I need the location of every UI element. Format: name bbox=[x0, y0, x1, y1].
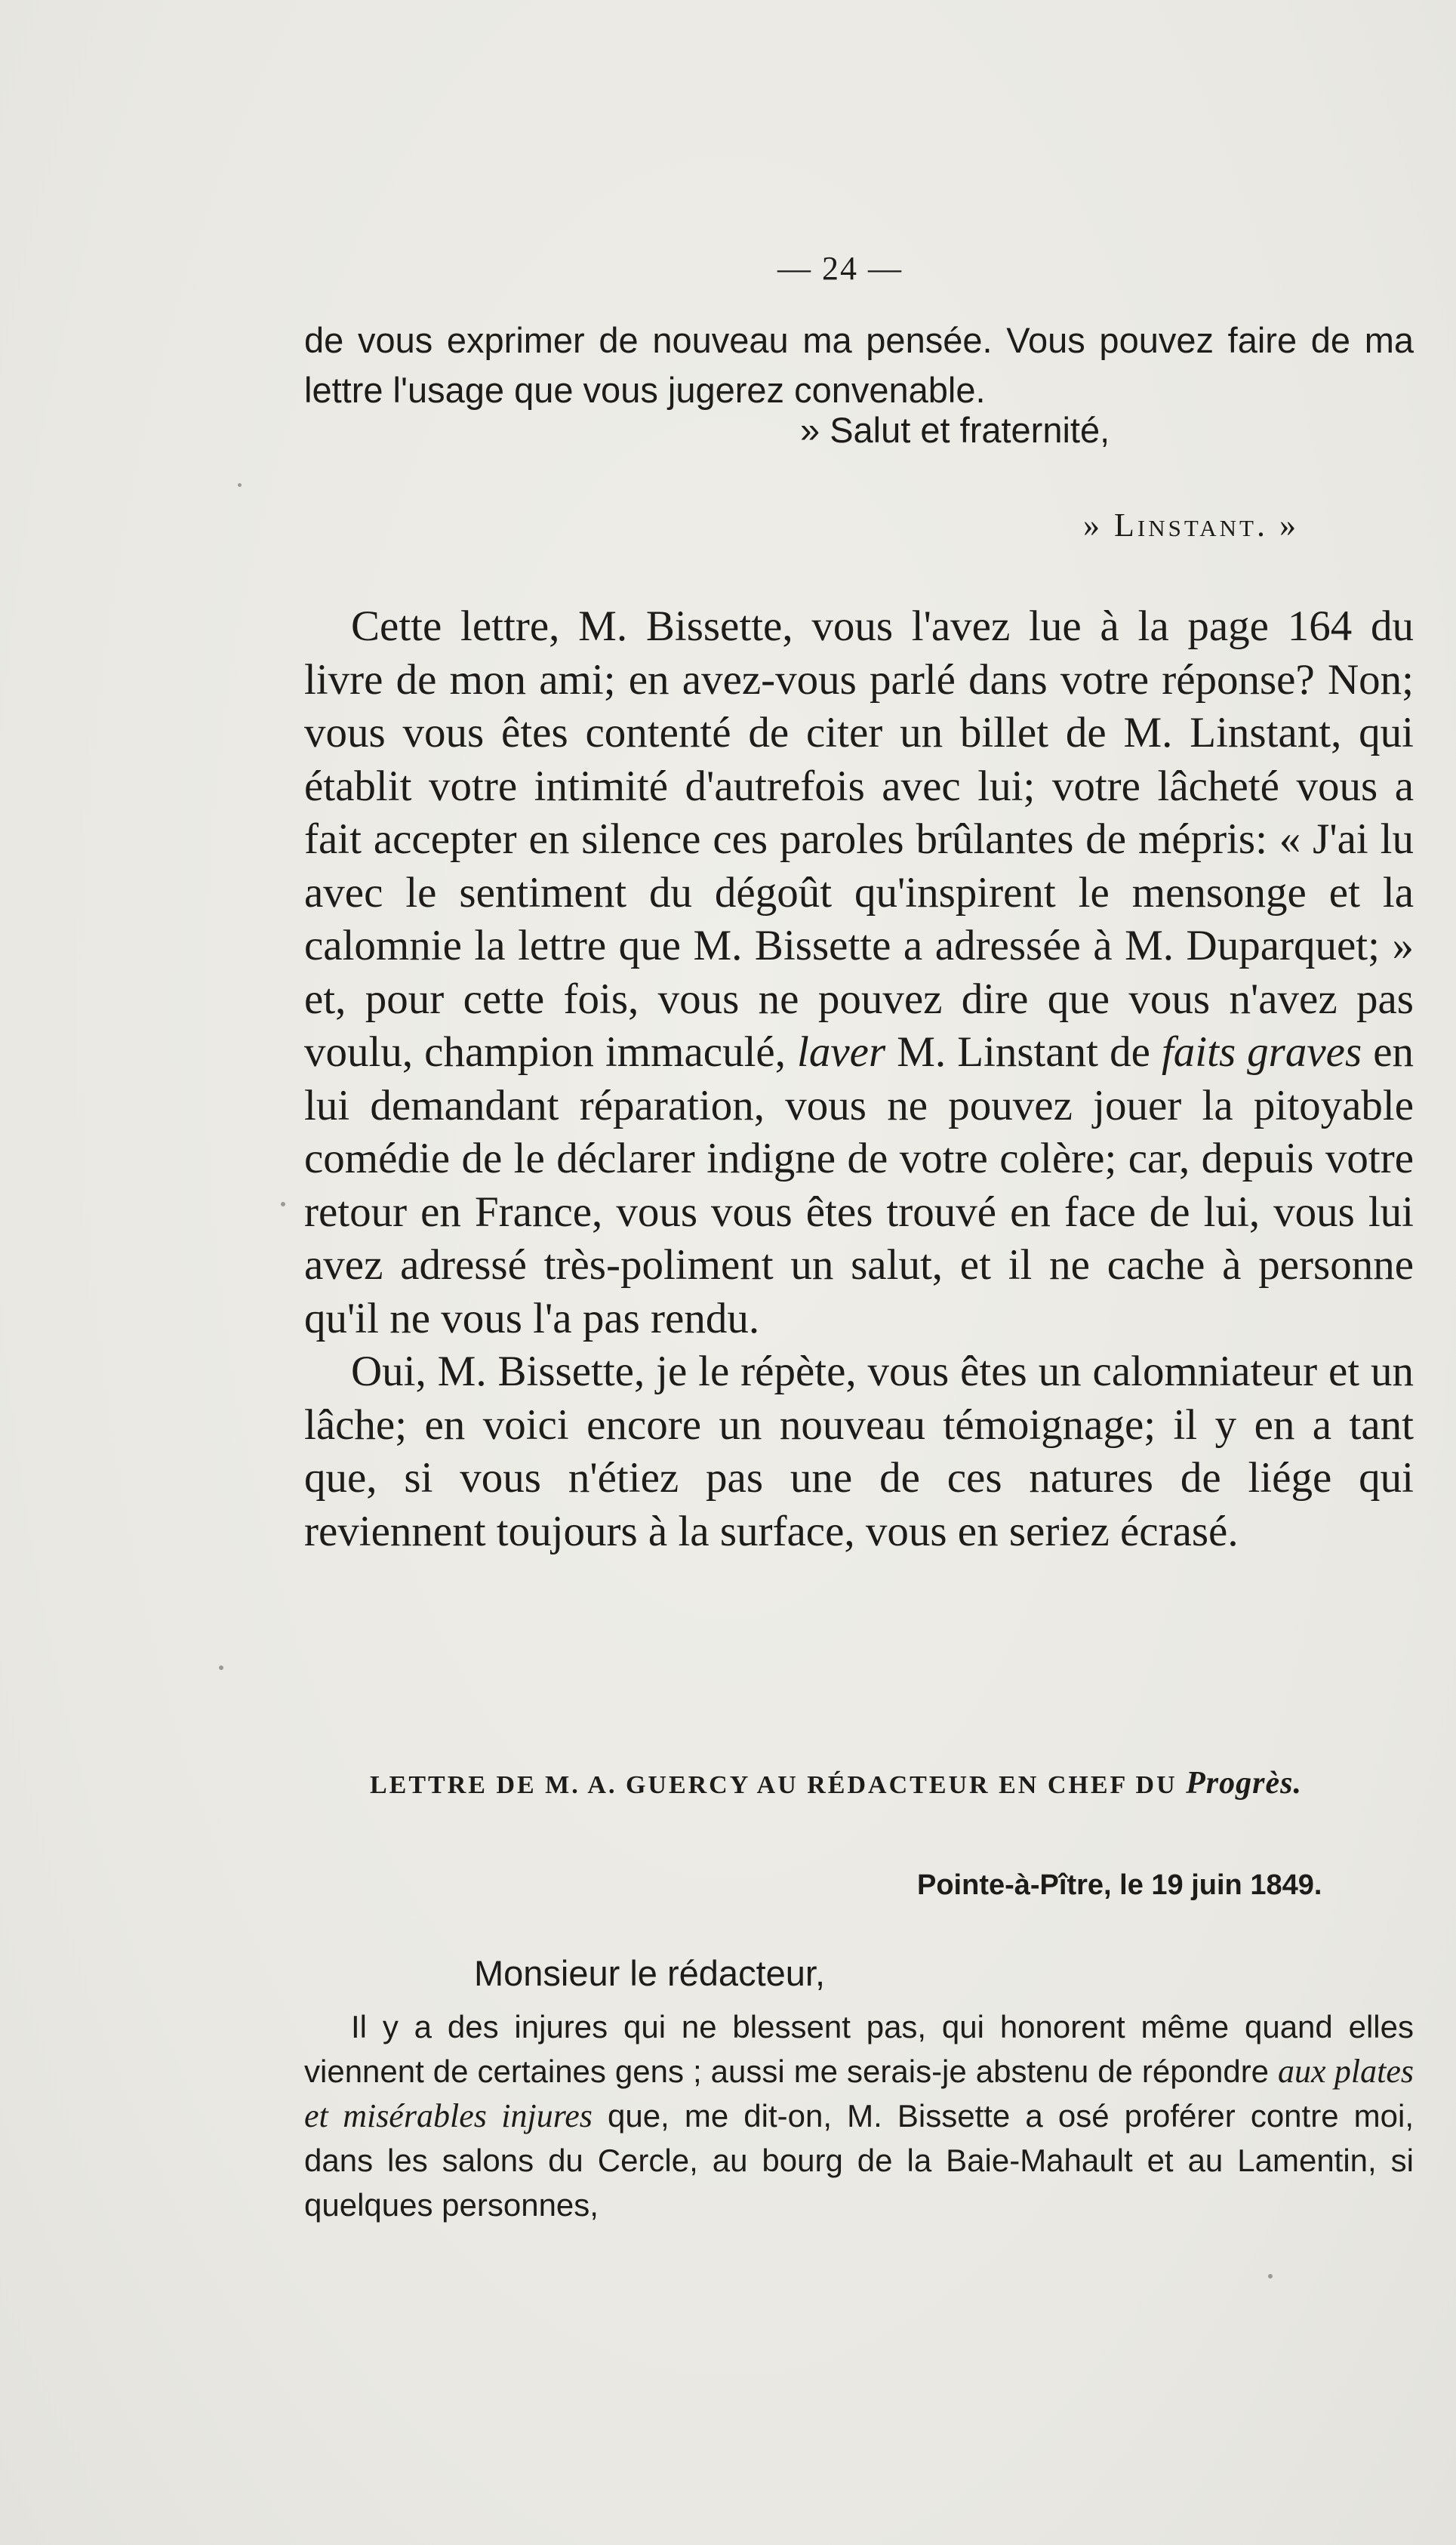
page-number: — 24 — bbox=[777, 250, 903, 287]
paper-speck bbox=[219, 1665, 223, 1670]
letter-paragraph bbox=[304, 2004, 1414, 2227]
paper-speck bbox=[238, 483, 242, 487]
paragraph-cette-lettre-part3: en lui demandant réparation, vous ne pouvez jouer la pitoyable comédie de le déclarer indigne de votre colère; car, depuis votre retour en France, vous vous êtes trouvé en face de lui, vous lui avez adressé très-poliment un salut, et il ne cache à personne qu'il ne vous l'a pas rendu. bbox=[304, 1028, 1414, 1342]
closing-salut: » Salut et fraternité, bbox=[800, 410, 1110, 450]
italic-laver: laver bbox=[797, 1028, 886, 1076]
main-paragraph bbox=[304, 600, 1414, 1558]
paper-speck bbox=[1268, 2274, 1273, 2278]
letter-part1: Il y a des injures qui ne blessent pas, qui honorent même quand elles viennent de certaines gens ; aussi me serais-je abstenu de répondre bbox=[304, 2009, 1414, 2089]
opening-paragraph: de vous exprimer de nouveau ma pensée. Vous pouvez faire de ma lettre l'usage que vous jugerez convenable. bbox=[304, 320, 1414, 410]
paragraph-cette-lettre bbox=[304, 600, 1414, 1345]
paper-speck bbox=[281, 1202, 285, 1206]
italic-faits-graves: faits graves bbox=[1161, 1028, 1362, 1076]
dateline: Pointe-à-Pître, le 19 juin 1849. bbox=[917, 1869, 1322, 1901]
paragraph-oui: Oui, M. Bissette, je le répète, vous êtes un calomniateur et un lâche; en voici encore un nouveau témoignage; il y en a tant que, si vous n'étiez pas une de ces natures de liége qui reviennent toujours à la surface, vous en seriez écrasé. bbox=[304, 1348, 1414, 1555]
paragraph-cette-lettre-part1: Cette lettre, M. Bissette, vous l'avez lue à la page 164 du livre de mon ami; en avez-vous parlé dans votre réponse? Non; vous vous êtes contenté de citer un billet de M. Linstant, qui établit votre intimité d'autrefois avec lui; votre lâcheté vous a fait accepter en silence ces paroles brûlantes de mépris: « J'ai lu avec le sentiment du dégoût qu'inspirent le mensonge et la calomnie la lettre que M. Bissette a adressée à M. Duparquet; » et, pour cette fois, vous ne pouvez dire que vous n'avez pas voulu, champion immaculé, bbox=[304, 602, 1414, 1076]
section-title bbox=[370, 1765, 1302, 1801]
letter-body bbox=[304, 2004, 1414, 2227]
paragraph-cette-lettre-part2: M. Linstant de bbox=[897, 1028, 1150, 1076]
opening-text bbox=[304, 316, 1414, 415]
section-title-prefix: LETTRE DE M. A. GUERCY AU RÉDACTEUR EN CHEF DU bbox=[370, 1771, 1177, 1799]
italic-insults: aux plates et misérables injures bbox=[304, 2053, 1414, 2134]
letter-part2: que, me dit-on, M. Bissette a osé proférer contre moi, dans les salons du Cercle, au bourg de la Baie-Mahault et au Lamentin, si quelques personnes, bbox=[304, 2098, 1414, 2223]
salutation: Monsieur le rédacteur, bbox=[474, 1953, 826, 1993]
section-title-journal: Progrès. bbox=[1186, 1766, 1302, 1801]
signature-linstant: » Linstant. » bbox=[1083, 507, 1299, 544]
